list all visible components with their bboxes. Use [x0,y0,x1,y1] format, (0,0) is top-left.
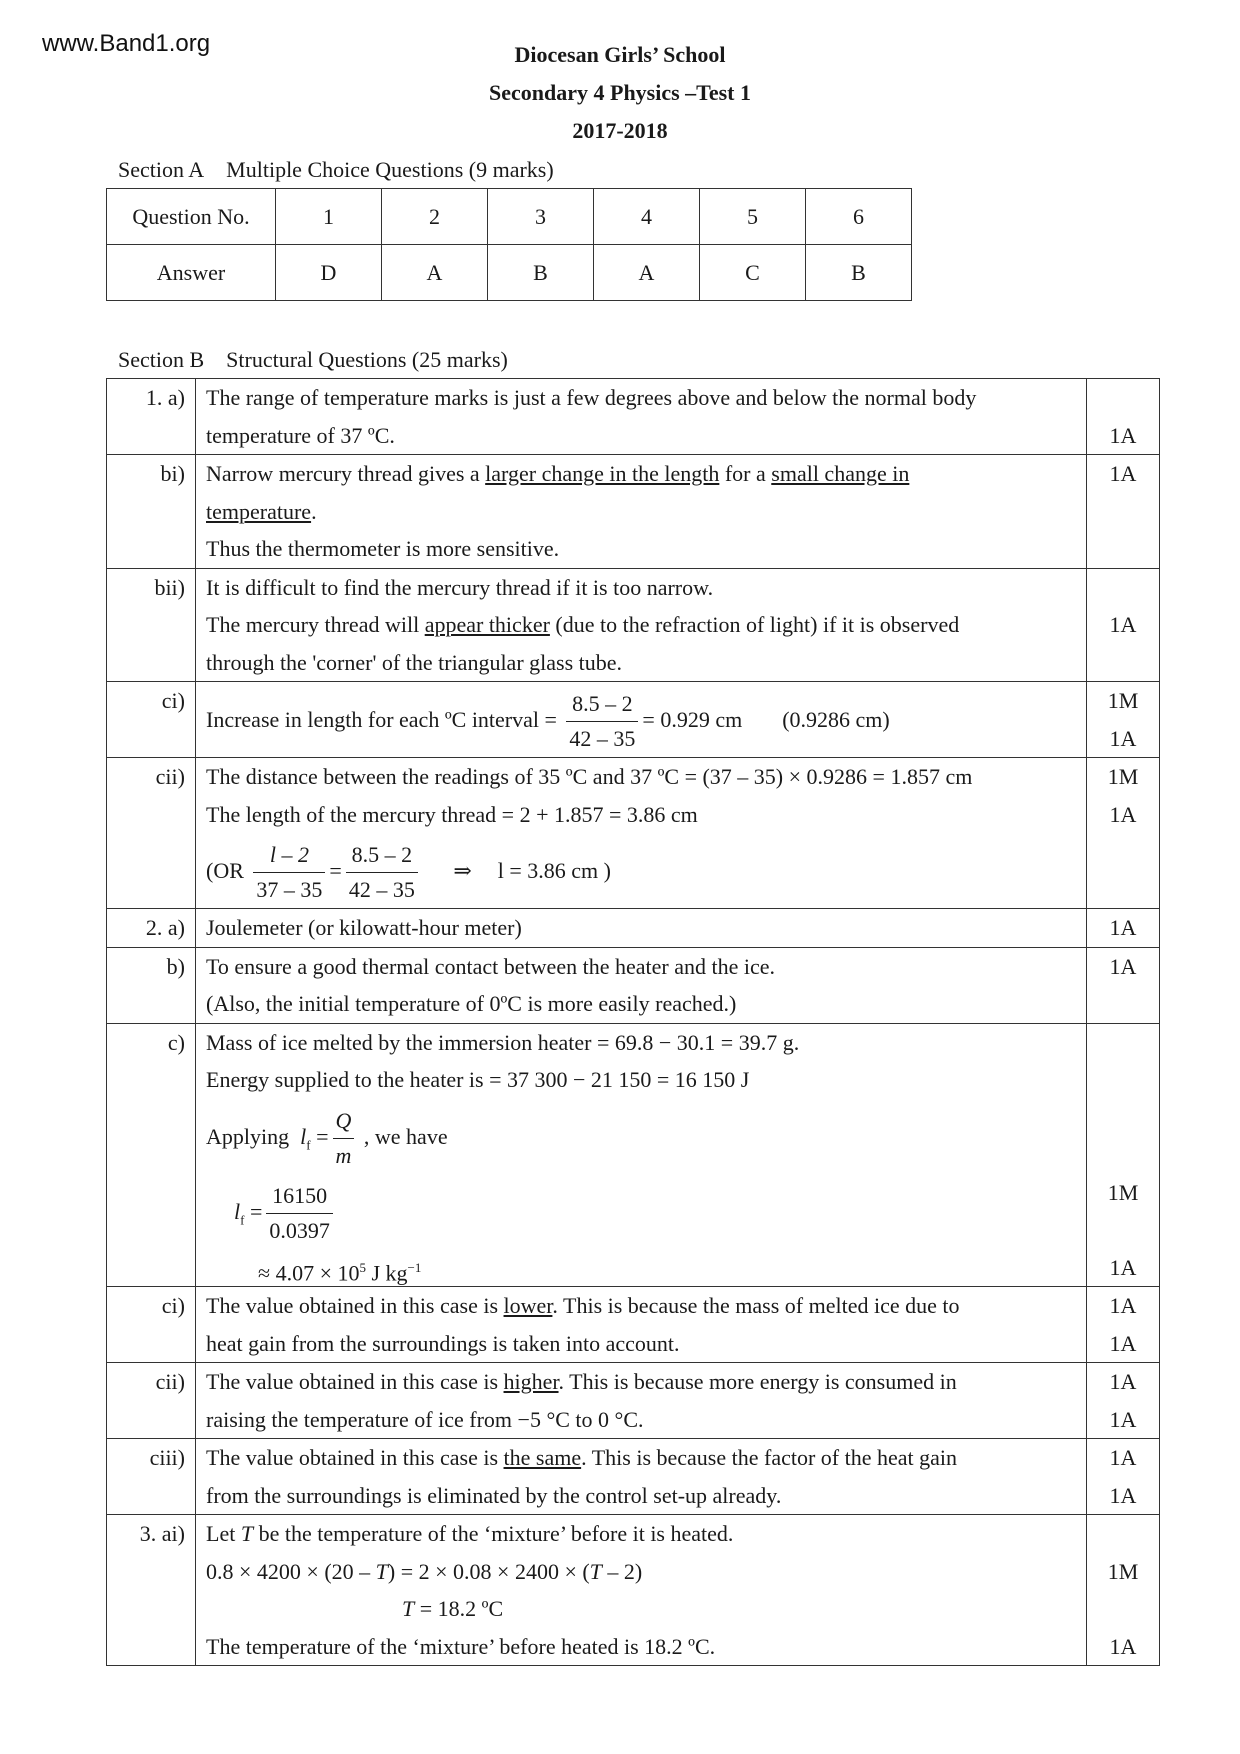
question-label: cii) [155,764,185,789]
answer-cell: C [700,245,806,301]
answer-line: Energy supplied to the heater is = 37 300 − 21 150 = 16 150 J [206,1067,750,1092]
table-row [107,1439,1160,1515]
question-label: 2. a) [145,915,185,940]
answer-line: The mercury thread will appear thicker (due to the refraction of light) if it is observed [206,612,960,637]
mark-award: 1A [1109,1254,1137,1280]
question-number: 6 [806,189,912,245]
mcq-question-row [107,189,912,245]
mark-method: 1M [1107,764,1139,789]
answer-line: The range of temperature marks is just a few degrees above and below the normal body [206,385,977,410]
answer-line: Thus the thermometer is more sensitive. [206,536,560,561]
answer-cell: A [594,245,700,301]
key-phrase: temperature [206,498,312,524]
answer-line: It is difficult to find the mercury thread if it is too narrow. [206,574,714,600]
answer-line: from the surroundings is eliminated by the control set-up already. [206,1482,782,1508]
question-label: ciii) [149,1445,185,1470]
formula-line: Applying $l_f$ = $\frac{Q}{m}$ , we have [206,1099,1076,1174]
answer-line: The temperature of the ‘mixture’ before heated is 18.2 ºC. [206,1633,716,1659]
mark-award: 1A [1109,612,1137,637]
mark-method: 1M [1107,1558,1139,1584]
question-number: 1 [276,189,382,245]
table-row [107,947,1160,1023]
answer-line: raising the temperature of ice from −5 °C to 0 °C. [206,1406,644,1432]
mark-award: 1A [1109,915,1137,940]
answer-line: Mass of ice melted by the immersion heater = 69.8 − 30.1 = 39.7 g. [206,1029,800,1055]
mark-award: 1A [1109,1369,1137,1394]
answer-cell: B [488,245,594,301]
mark-award: 1A [1109,953,1137,979]
table-row [107,1363,1160,1439]
mark-method: 1M [1107,1179,1139,1205]
structural-answer-table [106,378,1160,1666]
question-label: b) [166,953,185,979]
mark-award: 1A [1109,801,1137,827]
answer-line: The value obtained in this case is the same. This is because the factor of the heat gain [206,1445,958,1470]
answer-line: through the 'corner' of the triangular glass tube. [206,649,623,675]
fraction: $\frac{Q}{m}$ [333,1104,355,1173]
question-label: c) [167,1029,185,1055]
section-b-heading [118,347,508,373]
table-row [107,1287,1160,1363]
answer-line: (Also, the initial temperature of 0ºC is more easily reached.) [206,991,737,1016]
key-phrase: appear thicker [424,612,550,637]
mark-award: 1A [1109,1445,1137,1470]
result-line: ≈ $4.07 \times 10^5$ J $kg^{-1}$ [258,1259,422,1285]
equation-line: 0.8 × 4200 × (20 – T) = 2 × 0.08 × 2400 × (T – 2) [206,1558,643,1584]
mark-award: 1A [1109,1633,1137,1659]
answer-line: Narrow mercury thread gives a larger change in the length for a small change in [206,461,910,486]
section-b-title: Structural Questions (25 marks) [226,347,508,372]
table-row [107,568,1160,682]
mcq-answer-row [107,245,912,301]
answer-equation: (OR $\frac{l - 2}{37 - 35}$ = $\frac{8.5 - 2}{42 - 35}$ ⇒ l = 3.86 cm ) [206,833,1076,908]
answer-cell: B [806,245,912,301]
mark-award: 1A [1109,1406,1137,1432]
question-no-header: Question No. [107,189,276,245]
key-phrase: higher [503,1369,559,1394]
mark-award: 1A [1109,461,1137,486]
mark-award: 1A [1109,725,1137,751]
fraction: $\frac{l - 2}{37 - 35}$ [253,838,325,907]
section-a-label: Section A [118,157,205,182]
answer-line: Let T be the temperature of the ‘mixture’ before it is heated. [206,1521,734,1546]
table-row [107,455,1160,569]
mark-award: 1A [1109,1293,1137,1318]
implies-arrow: ⇒ [453,858,472,883]
mark-award: 1A [1109,1482,1137,1508]
question-label: bii) [154,574,185,600]
section-b-label: Section B [118,347,205,372]
question-number: 5 [700,189,806,245]
key-phrase: the same [503,1445,582,1470]
table-row [107,909,1160,948]
answer-header: Answer [107,245,276,301]
question-number: 3 [488,189,594,245]
answer-line: To ensure a good thermal contact between the heater and the ice. [206,953,775,979]
school-name: Diocesan Girls’ School [514,42,726,67]
calculation-line: $l_f$ = $\frac{16150}{0.0397}$ [206,1174,1076,1249]
answer-line: heat gain from the surroundings is taken into account. [206,1330,680,1356]
answer-cell: D [276,245,382,301]
table-row [107,379,1160,455]
question-label: 3. ai) [139,1521,185,1546]
answer-line: temperature. [206,498,317,524]
key-phrase: small change in [771,461,910,486]
question-label: ci) [161,688,185,713]
answer-line: Joulemeter (or kilowatt-hour meter) [206,915,522,940]
table-row [107,1023,1160,1287]
table-row [107,758,1160,909]
fraction: $\frac{8.5 - 2}{42 - 35}$ [566,687,638,756]
answer-line: The length of the mercury thread = 2 + 1.857 = 3.86 cm [206,801,698,827]
answer-line: temperature of 37 ºC. [206,422,395,448]
fraction: $\frac{16150}{0.0397}$ [266,1179,333,1248]
key-phrase: larger change in the length [485,461,720,486]
question-number: 2 [382,189,488,245]
table-row [107,1515,1160,1666]
watermark: www.Band1.org [42,30,211,57]
mark-method: 1M [1107,688,1139,713]
key-phrase: lower [503,1293,553,1318]
question-label: bi) [160,461,185,486]
answer-equation: Increase in length for each ºC interval = $\frac{8.5 - 2}{42 - 35}$ = 0.929 cm (0.9286 cm) [206,682,1076,757]
fraction: $\frac{8.5 - 2}{42 - 35}$ [346,838,418,907]
section-a-title: Multiple Choice Questions (9 marks) [226,157,554,182]
answer-line: The distance between the readings of 35 ºC and 37 ºC = (37 – 35) × 0.9286 = 1.857 cm [206,764,973,789]
question-label: ci) [161,1293,185,1318]
answer-cell: A [382,245,488,301]
mark-award: 1A [1109,1330,1137,1356]
document-title: Secondary 4 Physics –Test 1 [489,80,751,105]
question-label: cii) [155,1369,185,1394]
question-number: 4 [594,189,700,245]
mark-award: 1A [1109,422,1137,448]
section-a-heading [118,157,554,183]
question-label: 1. a) [145,385,185,410]
school-year: 2017-2018 [572,118,668,143]
solution-line: T = 18.2 ºC [402,1596,504,1621]
mcq-answer-table [106,188,912,301]
answer-line: The value obtained in this case is lower. This is because the mass of melted ice due to [206,1293,960,1318]
answer-line: The value obtained in this case is higher. This is because more energy is consumed in [206,1369,957,1394]
table-row [107,682,1160,758]
